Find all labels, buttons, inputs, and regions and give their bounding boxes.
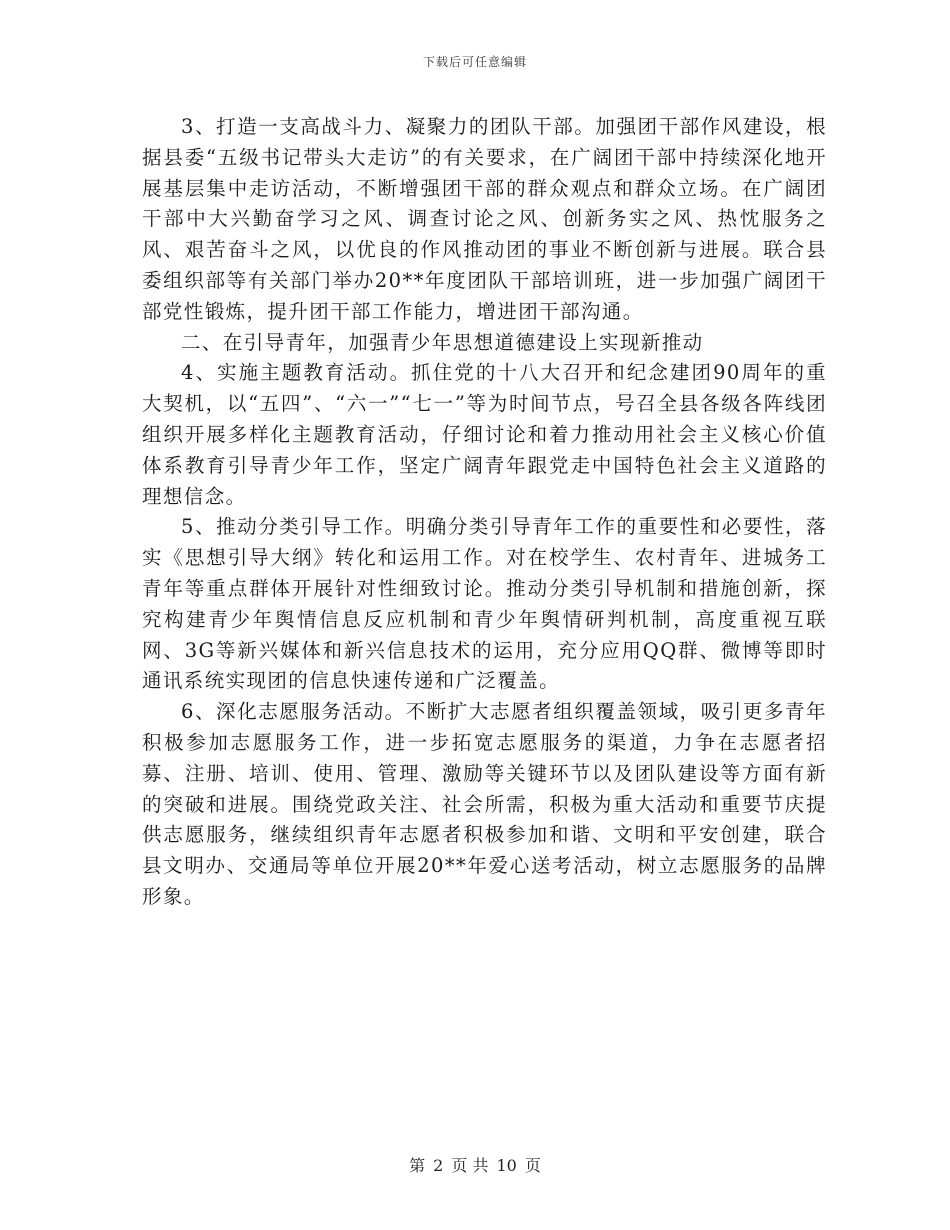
footer-middle: 页 共: [451, 1156, 489, 1175]
footer-total-pages: 10: [496, 1156, 517, 1175]
paragraph-4: 4、实施主题教育活动。抓住党的十八大召开和纪念建团90周年的重大契机，以“五四”、“六一”“七一”等为时间节点，号召全县各级各阵线团组织开展多样化主题教育活动，仔细讨论和着力推动用社会主义核心价值体系教育引导青少年工作，坚定广阔青年跟党走中国特色社会主义道路的理想信念。: [142, 361, 827, 508]
page-footer: [0, 1153, 950, 1176]
footer-page-number: 2: [433, 1156, 444, 1175]
header-note: 下载后可任意编辑: [422, 55, 527, 69]
footer-suffix: 页: [524, 1156, 541, 1175]
section-heading-2: 二、在引导青年，加强青少年思想道德建设上实现新推动: [181, 330, 704, 354]
paragraph-3: 3、打造一支高战斗力、凝聚力的团队干部。加强团干部作风建设，根据县委“五级书记带头大走访”的有关要求，在广阔团干部中持续深化地开展基层集中走访活动，不断增强团干部的群众观点和群众立场。在广阔团干部中大兴勤奋学习之风、调查讨论之风、创新务实之风、热忱服务之风、艰苦奋斗之风，以优良的作风推动团的事业不断创新与进展。联合县委组织部等有关部门举办20**年度团队干部培训班，进一步加强广阔团干部党性锻炼，提升团干部工作能力，增进团干部沟通。: [142, 115, 827, 323]
paragraph-6: 6、深化志愿服务活动。不断扩大志愿者组织覆盖领域，吸引更多青年积极参加志愿服务工作，进一步拓宽志愿服务的渠道，力争在志愿者招募、注册、培训、使用、管理、激励等关键环节以及团队建设等方面有新的突破和进展。围绕党政关注、社会所需，积极为重大活动和重要节庆提供志愿服务，继续组织青年志愿者积极参加和谐、文明和平安创建，联合县文明办、交通局等单位开展20**年爱心送考活动，树立志愿服务的品牌形象。: [142, 700, 827, 908]
document-body: [142, 112, 827, 913]
footer-prefix: 第: [409, 1156, 426, 1175]
paragraph-5: 5、推动分类引导工作。明确分类引导青年工作的重要性和必要性，落实《思想引导大纲》转化和运用工作。对在校学生、农村青年、进城务工青年等重点群体开展针对性细致讨论。推动分类引导机制和措施创新，探究构建青少年舆情信息反应机制和青少年舆情研判机制，高度重视互联网、3G等新兴媒体和新兴信息技术的运用，充分应用QQ群、微博等即时通讯系统实现团的信息快速传递和广泛覆盖。: [142, 515, 827, 693]
